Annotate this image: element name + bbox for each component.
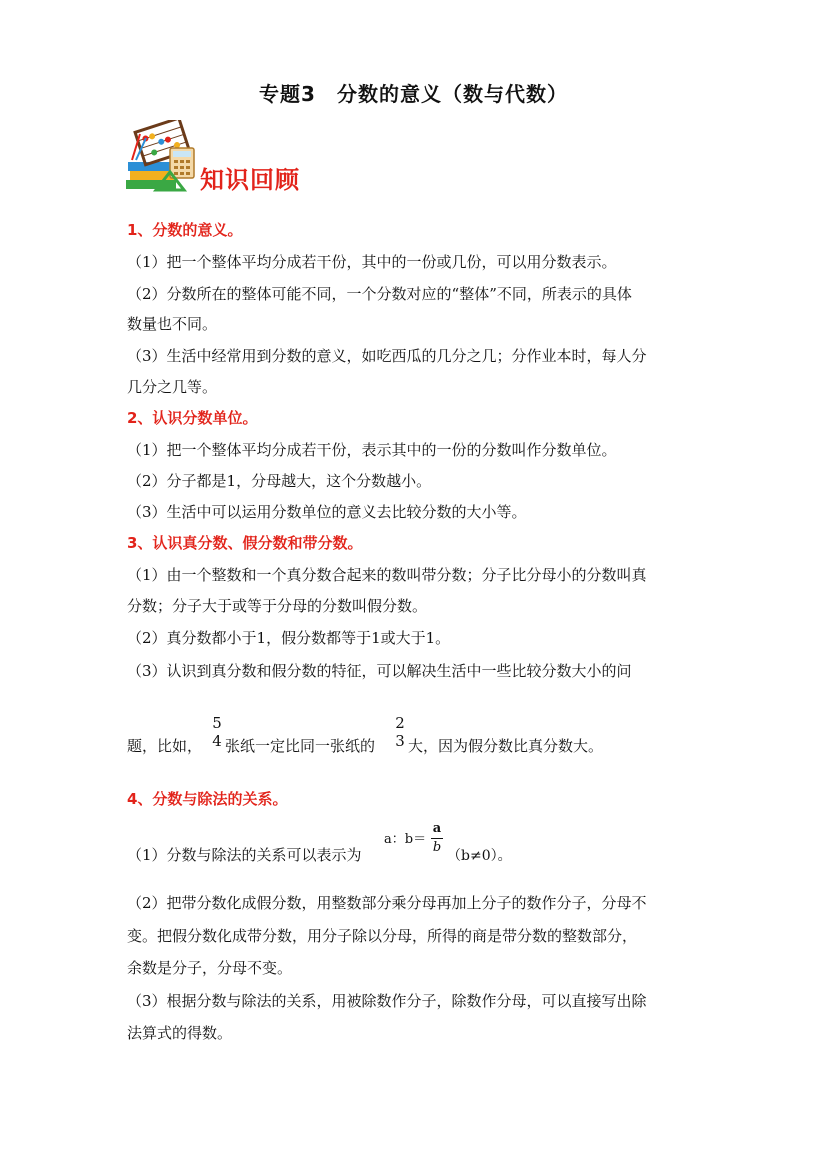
text-line: （2）分子都是1，分母越大，这个分数越小。 [127, 472, 432, 490]
fraction-denominator: 3 [395, 732, 405, 750]
fraction-numerator: 5 [212, 714, 222, 732]
text-line: （3）生活中经常用到分数的意义，如吃西瓜的几分之几；分作业本时，每人分 [127, 347, 647, 365]
section-heading: 4、分数与除法的关系。 [127, 790, 288, 808]
text-line: （1）由一个整数和一个真分数合起来的数叫带分数；分子比分母小的分数叫真 [127, 566, 647, 584]
section-heading: 2、认识分数单位。 [127, 409, 258, 427]
text-line: （1）把一个整体平均分成若干份，其中的一份或几份，可以用分数表示。 [127, 253, 617, 271]
text-line: （3）认识到真分数和假分数的特征，可以解决生活中一些比较分数大小的问 [127, 662, 632, 680]
formula-condition: （b≠0）。 [447, 848, 512, 864]
section-heading: 3、认识真分数、假分数和带分数。 [127, 534, 363, 552]
section-banner-title: 知识回顾 [200, 165, 300, 194]
text-line: 余数是分子，分母不变。 [127, 959, 293, 977]
fraction-numerator: 2 [395, 714, 405, 732]
formula-fraction [430, 820, 444, 857]
text-line: 法算式的得数。 [127, 1024, 233, 1042]
text-line: （2）把带分数化成假分数，用整数部分乘分母再加上分子的数作分子，分母不 [127, 894, 647, 912]
fraction-five-fourths [210, 714, 224, 750]
text-line: （1）把一个整体平均分成若干份，表示其中的一份的分数叫作分数单位。 [127, 441, 617, 459]
text-line: 变。把假分数化成带分数，用分子除以分母，所得的商是带分数的整数部分， [127, 927, 638, 945]
text-line: （3）根据分数与除法的关系，用被除数作分子，除数作分母，可以直接写出除 [127, 992, 647, 1010]
fraction-two-thirds [393, 714, 407, 750]
text-line: 几分之几等。 [127, 378, 218, 396]
fraction-denominator: b [432, 840, 442, 855]
example-text: 张纸一定比同一张纸的 [225, 737, 376, 755]
fraction-denominator: 4 [212, 732, 222, 750]
text-line: 分数；分子大于或等于分母的分数叫假分数。 [127, 597, 428, 615]
page-title: 专题3 分数的意义（数与代数） [259, 82, 568, 106]
text-line: （2）分数所在的整体可能不同，一个分数对应的“整体”不同，所表示的具体 [127, 285, 632, 303]
text-line: （2）真分数都小于1，假分数都等于1或大于1。 [127, 629, 451, 647]
formula-division: a：b＝ [384, 832, 427, 847]
section-heading: 1、分数的意义。 [127, 221, 243, 239]
formula-line-prefix: （1）分数与除法的关系可以表示为 [127, 846, 362, 864]
example-text: 题，比如， [127, 737, 203, 755]
example-text: 大，因为假分数比真分数大。 [408, 737, 604, 755]
text-line: 数量也不同。 [127, 315, 218, 333]
fraction-numerator: a [432, 821, 442, 836]
text-line: （3）生活中可以运用分数单位的意义去比较分数的大小等。 [127, 503, 527, 521]
